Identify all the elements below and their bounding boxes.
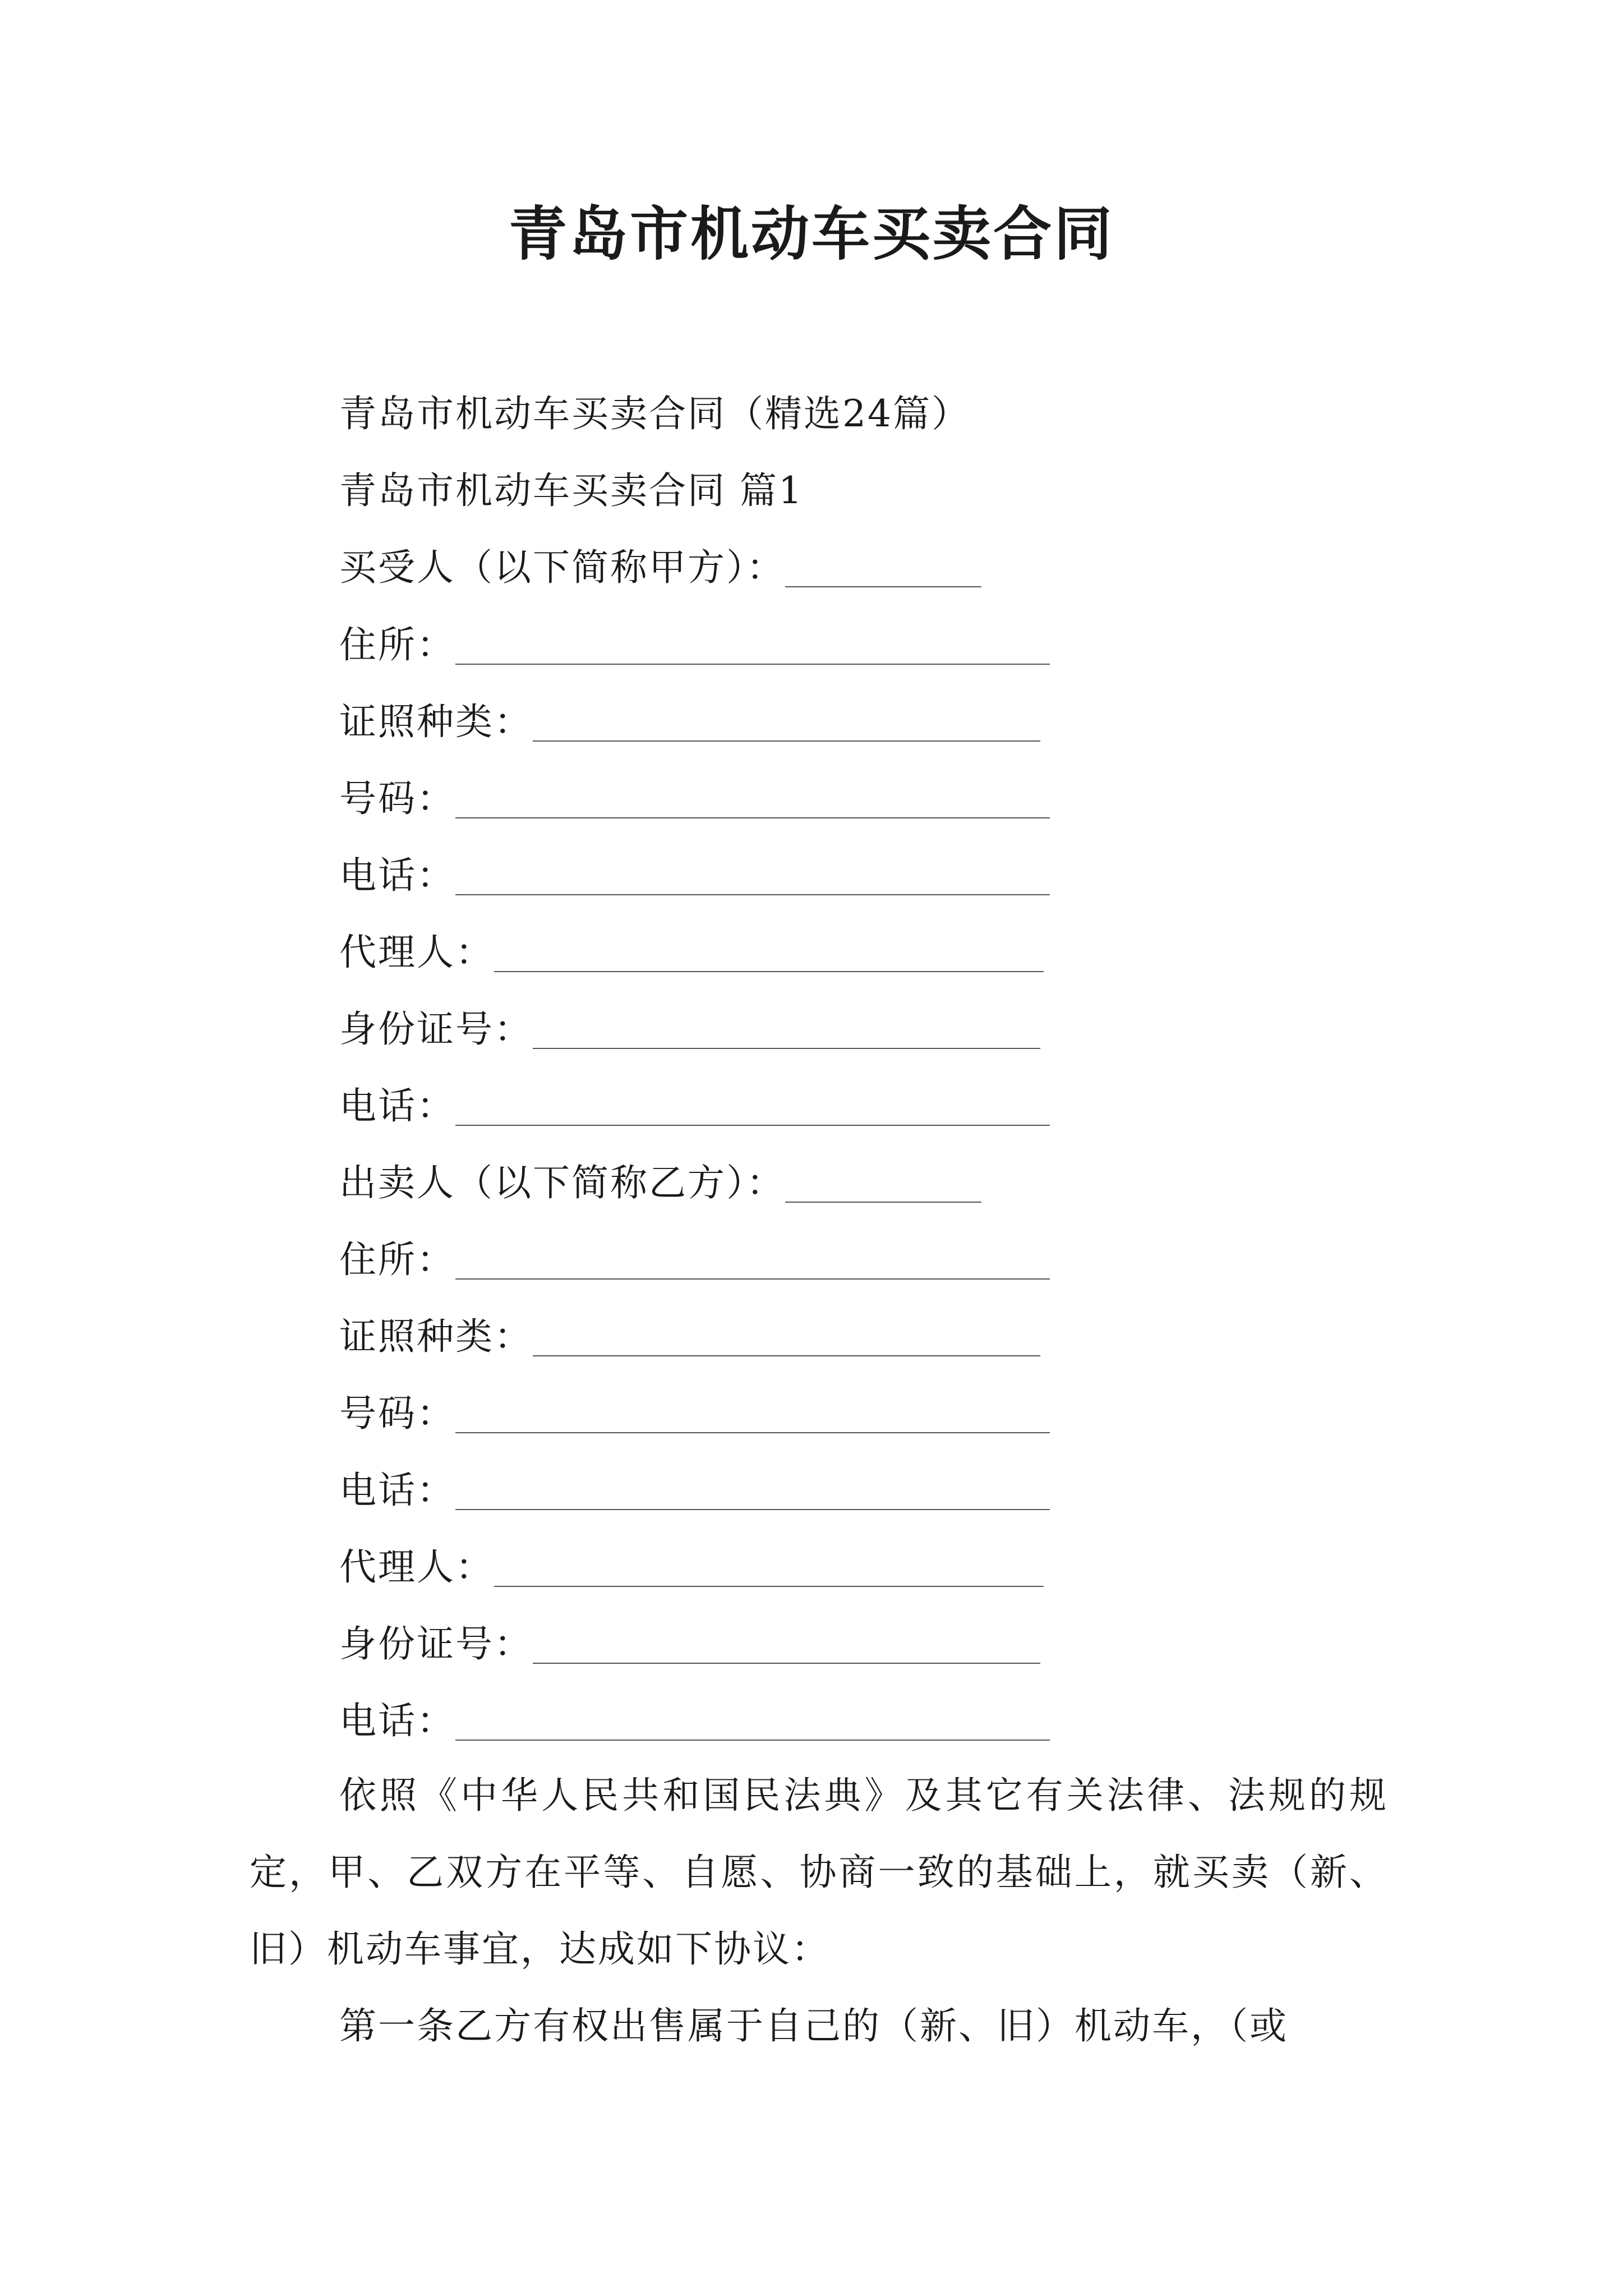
section-heading: 青岛市机动车买卖合同 篇1 xyxy=(339,469,804,512)
buyer-agent-phone-blank[interactable] xyxy=(455,1088,1050,1126)
buyer-agent-blank[interactable] xyxy=(494,934,1044,972)
buyer-phone-field xyxy=(339,853,1050,898)
seller-phone-label: 电话： xyxy=(339,1469,455,1512)
buyer-address-blank[interactable] xyxy=(455,627,1050,665)
seller-number-blank[interactable] xyxy=(455,1395,1050,1433)
buyer-party-field xyxy=(339,545,981,590)
seller-agent-phone-blank[interactable] xyxy=(455,1703,1050,1741)
seller-id-number-field xyxy=(339,1622,1040,1666)
seller-address-field xyxy=(339,1237,1050,1282)
buyer-id-type-field xyxy=(339,700,1040,744)
seller-address-blank[interactable] xyxy=(455,1241,1050,1280)
seller-agent-phone-label: 电话： xyxy=(339,1699,455,1742)
buyer-number-field xyxy=(339,776,1050,821)
document-subtitle: 青岛市机动车买卖合同（精选24篇） xyxy=(339,392,970,435)
buyer-agent-label: 代理人： xyxy=(339,931,494,974)
buyer-id-type-blank[interactable] xyxy=(533,703,1040,742)
seller-address-label: 住所： xyxy=(339,1238,455,1281)
buyer-phone-label: 电话： xyxy=(339,854,455,897)
seller-id-type-field xyxy=(339,1314,1040,1359)
buyer-id-number-label: 身份证号： xyxy=(339,1007,533,1051)
seller-agent-field xyxy=(339,1545,1044,1589)
seller-id-number-blank[interactable] xyxy=(533,1626,1040,1664)
seller-agent-blank[interactable] xyxy=(494,1549,1044,1587)
buyer-party-blank[interactable] xyxy=(785,549,981,587)
seller-id-type-blank[interactable] xyxy=(533,1318,1040,1356)
document-title: 青岛市机动车买卖合同 xyxy=(508,199,1114,268)
seller-party-field xyxy=(339,1161,981,1205)
seller-party-blank[interactable] xyxy=(785,1165,981,1203)
seller-party-label: 出卖人（以下简称乙方）： xyxy=(339,1161,785,1204)
buyer-id-type-label: 证照种类： xyxy=(339,700,533,743)
buyer-agent-phone-field xyxy=(339,1084,1050,1128)
buyer-address-label: 住所： xyxy=(339,623,455,666)
buyer-agent-field xyxy=(339,930,1044,974)
seller-id-number-label: 身份证号： xyxy=(339,1622,533,1665)
seller-phone-field xyxy=(339,1468,1050,1512)
buyer-address-field xyxy=(339,623,1050,667)
buyer-number-blank[interactable] xyxy=(455,780,1050,818)
seller-agent-label: 代理人： xyxy=(339,1545,494,1589)
seller-id-type-label: 证照种类： xyxy=(339,1315,533,1358)
buyer-id-number-blank[interactable] xyxy=(533,1011,1040,1049)
buyer-phone-blank[interactable] xyxy=(455,857,1050,895)
seller-agent-phone-field xyxy=(339,1699,1050,1743)
seller-number-field xyxy=(339,1391,1050,1435)
buyer-number-label: 号码： xyxy=(339,777,455,820)
seller-phone-blank[interactable] xyxy=(455,1472,1050,1510)
intro-paragraph: 依照《中华人民共和国民法典》及其它有关法律、法规的规定，甲、乙双方在平等、自愿、协商一致的基础上，就买卖（新、旧）机动车事宜，达成如下协议： xyxy=(250,1774,1388,1971)
buyer-id-number-field xyxy=(339,1007,1040,1051)
article-1-paragraph: 第一条乙方有权出售属于自己的（新、旧）机动车，（或 xyxy=(339,2004,1288,2047)
buyer-agent-phone-label: 电话： xyxy=(339,1084,455,1128)
buyer-party-label: 买受人（以下简称甲方）： xyxy=(339,546,785,589)
seller-number-label: 号码： xyxy=(339,1392,455,1435)
